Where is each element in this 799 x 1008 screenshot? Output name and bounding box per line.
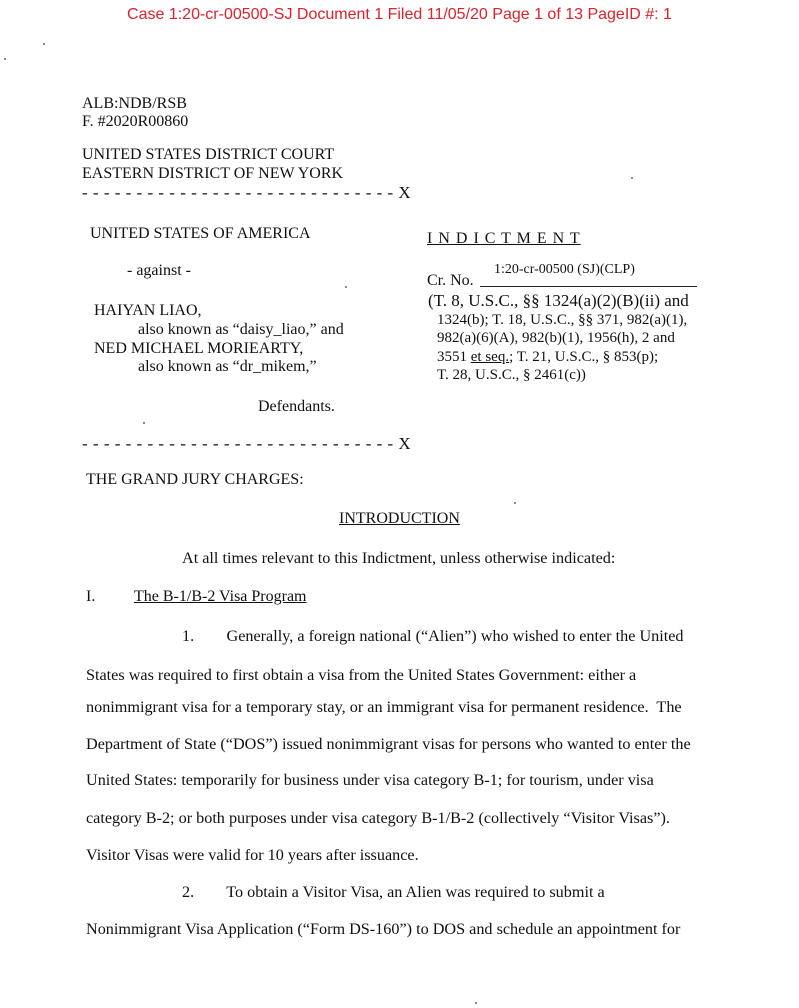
court-district: EASTERN DISTRICT OF NEW YORK [82, 165, 344, 182]
caption-divider-top: - - - - - - - - - - - - - - - - - - - - - - - - - - - - - X [82, 183, 412, 202]
et-seq-underlined: et seq. [470, 349, 510, 365]
court-name: UNITED STATES DISTRICT COURT [82, 146, 335, 163]
scan-speck [345, 286, 347, 288]
scan-speck [631, 177, 633, 179]
defendant-2-name: NED MICHAEL MORIEARTY, [94, 340, 304, 357]
against-label: - against - [127, 262, 191, 279]
para-1-line-2: States was required to first obtain a visa from the United States Government: either a [86, 666, 637, 684]
statute-line-2: 1324(b); T. 18, U.S.C., §§ 371, 982(a)(1), [437, 312, 688, 328]
scan-speck [43, 43, 45, 45]
statute-line-5: T. 28, U.S.C., § 2461(c)) [437, 367, 586, 383]
defendant-1-name: HAIYAN LIAO, [94, 302, 202, 319]
defendant-2-alias: also known as “dr_mikem,” [138, 358, 317, 375]
intro-sentence: At all times relevant to this Indictment, unless otherwise indicated: [182, 549, 616, 567]
case-number-underline [480, 286, 697, 287]
scan-speck [143, 422, 145, 424]
scan-speck [4, 58, 6, 60]
file-initials: ALB:NDB/RSB [82, 95, 187, 112]
section-title: The B-1/B-2 Visa Program [134, 588, 307, 605]
file-number: F. #2020R00860 [82, 113, 189, 130]
introduction-heading: INTRODUCTION [339, 510, 460, 527]
statute-line-3: 982(a)(6)(A), 982(b)(1), 1956(h), 2 and [437, 330, 675, 346]
para-2-line-2: Nonimmigrant Visa Application (“Form DS-160”) to DOS and schedule an appointment for [86, 920, 681, 938]
grand-jury-charges: THE GRAND JURY CHARGES: [86, 471, 304, 488]
scan-speck [475, 1002, 477, 1004]
defendants-label: Defendants. [258, 398, 335, 415]
para-1-line-4: Department of State (“DOS”) issued nonimmigrant visas for persons who wanted to enter the [86, 735, 691, 753]
case-number-label: Cr. No. [427, 272, 474, 289]
para-1-line-7: Visitor Visas were valid for 10 years after issuance. [86, 846, 419, 864]
para-1-line-1: 1. Generally, a foreign national (“Alien”) who wished to enter the United [182, 627, 684, 645]
statute-line-4-text: 3551 et seq.; T. 21, U.S.C., § 853(p); [437, 349, 659, 365]
statute-line-1: (T. 8, U.S.C., §§ 1324(a)(2)(B)(ii) and [428, 291, 689, 310]
statute-line-4 [437, 349, 658, 366]
para-1-line-3: nonimmigrant visa for a temporary stay, or an immigrant visa for permanent residence. The [86, 698, 682, 716]
scan-speck [514, 502, 516, 504]
para-2-line-1: 2. To obtain a Visitor Visa, an Alien was required to submit a [182, 883, 605, 901]
indictment-title: I N D I C T M E N T [427, 230, 581, 247]
section-number: I. [86, 588, 96, 605]
plaintiff-name: UNITED STATES OF AMERICA [90, 225, 311, 242]
caption-divider-bottom: - - - - - - - - - - - - - - - - - - - - - - - - - - - - - X [82, 434, 412, 453]
case-number-value: 1:20-cr-00500 (SJ)(CLP) [494, 262, 635, 277]
para-1-line-6: category B-2; or both purposes under visa category B-1/B-2 (collectively “Visitor Visas”). [86, 809, 670, 827]
para-1-line-5: United States: temporarily for business under visa category B-1; for tourism, under visa [86, 771, 654, 789]
case-header-stamp: Case 1:20-cr-00500-SJ Document 1 Filed 11/05/20 Page 1 of 13 PageID #: 1 [127, 6, 672, 23]
defendant-1-alias: also known as “daisy_liao,” and [138, 321, 344, 338]
